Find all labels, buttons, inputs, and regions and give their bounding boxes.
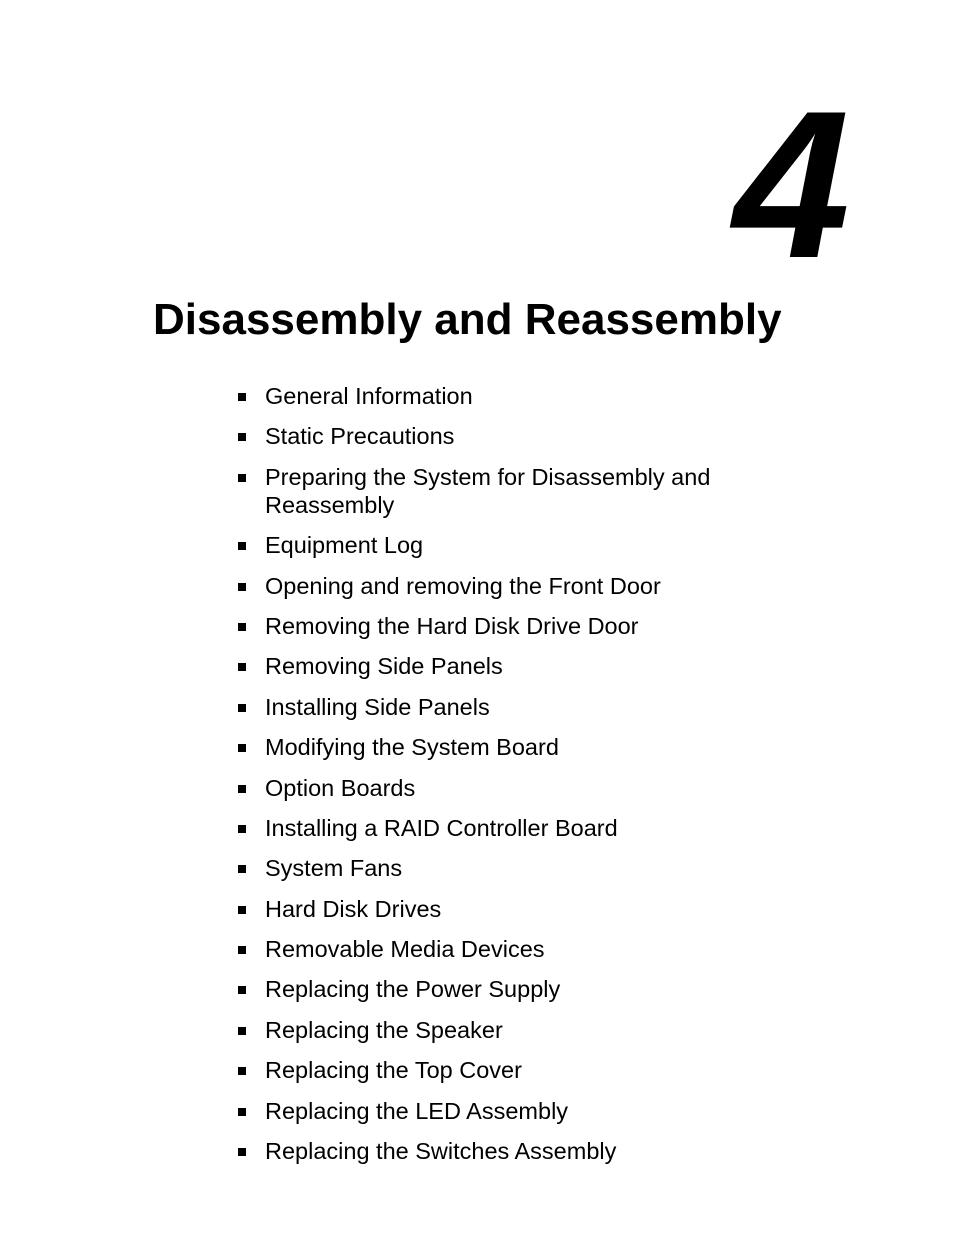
list-item-label: Preparing the System for Disassembly and Reassembly xyxy=(265,463,711,518)
square-bullet-icon xyxy=(238,583,246,591)
square-bullet-icon xyxy=(238,1027,246,1035)
list-item-label: Option Boards xyxy=(265,774,416,801)
list-item xyxy=(238,854,798,882)
square-bullet-icon xyxy=(238,1067,246,1075)
list-item xyxy=(238,814,798,842)
list-item-label: Replacing the Speaker xyxy=(265,1016,503,1043)
list-item-label: Replacing the Switches Assembly xyxy=(265,1138,617,1165)
list-item xyxy=(238,572,798,600)
list-item xyxy=(238,935,798,963)
list-item xyxy=(238,422,798,450)
square-bullet-icon xyxy=(238,474,246,482)
list-item xyxy=(238,531,798,559)
square-bullet-icon xyxy=(238,946,246,954)
list-item-label: Installing Side Panels xyxy=(265,693,490,720)
square-bullet-icon xyxy=(238,825,246,833)
square-bullet-icon xyxy=(238,663,246,671)
list-item-label: Opening and removing the Front Door xyxy=(265,572,661,599)
list-item xyxy=(238,1016,798,1044)
list-item xyxy=(238,652,798,680)
list-item xyxy=(238,463,798,519)
list-item xyxy=(238,975,798,1003)
square-bullet-icon xyxy=(238,744,246,752)
list-item xyxy=(238,733,798,761)
chapter-topic-list xyxy=(238,382,798,1177)
square-bullet-icon xyxy=(238,1108,246,1116)
list-item-label: Replacing the Top Cover xyxy=(265,1057,522,1084)
list-item xyxy=(238,612,798,640)
list-item-label: Equipment Log xyxy=(265,532,424,559)
list-item-label: Hard Disk Drives xyxy=(265,895,442,922)
list-item xyxy=(238,382,798,410)
square-bullet-icon xyxy=(238,865,246,873)
list-item xyxy=(238,895,798,923)
square-bullet-icon xyxy=(238,1148,246,1156)
list-item-label: Removing Side Panels xyxy=(265,653,503,680)
square-bullet-icon xyxy=(238,906,246,914)
square-bullet-icon xyxy=(238,704,246,712)
list-item-label: Replacing the Power Supply xyxy=(265,976,561,1003)
square-bullet-icon xyxy=(238,433,246,441)
list-item-label: Removing the Hard Disk Drive Door xyxy=(265,612,639,639)
list-item-label: Static Precautions xyxy=(265,423,455,450)
square-bullet-icon xyxy=(238,986,246,994)
square-bullet-icon xyxy=(238,785,246,793)
list-item-label: Modifying the System Board xyxy=(265,734,559,761)
list-item xyxy=(238,1097,798,1125)
list-item-label: Replacing the LED Assembly xyxy=(265,1097,569,1124)
list-item xyxy=(238,1137,798,1165)
square-bullet-icon xyxy=(238,623,246,631)
list-item-label: Removable Media Devices xyxy=(265,936,545,963)
square-bullet-icon xyxy=(238,542,246,550)
list-item xyxy=(238,1056,798,1084)
chapter-number: 4 xyxy=(733,67,846,302)
square-bullet-icon xyxy=(238,393,246,401)
list-item-label: Installing a RAID Controller Board xyxy=(265,814,618,841)
list-item-label: General Information xyxy=(265,383,473,409)
list-item-label: System Fans xyxy=(265,855,403,882)
chapter-title: Disassembly and Reassembly xyxy=(153,295,782,344)
list-item xyxy=(238,774,798,802)
list-item xyxy=(238,693,798,721)
